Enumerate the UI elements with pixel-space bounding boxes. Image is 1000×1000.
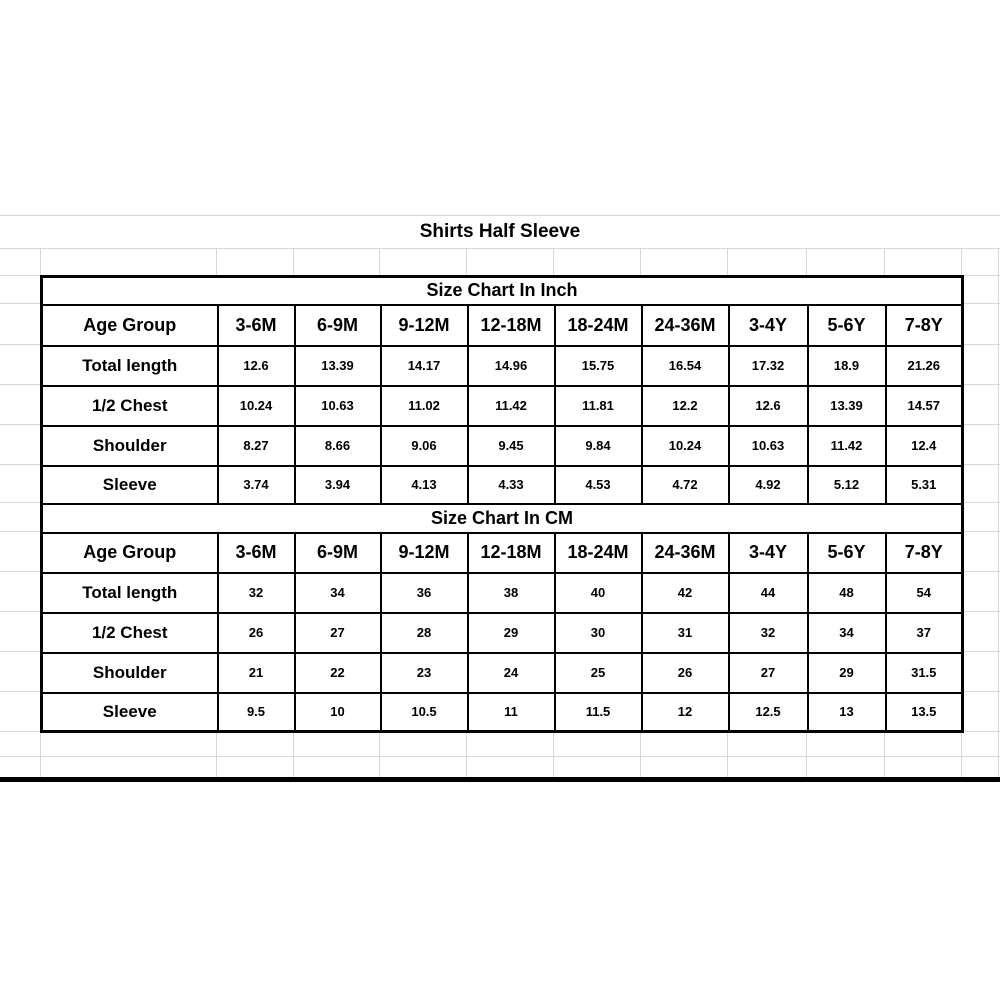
column-header-cell: 3-4Y — [729, 305, 808, 346]
value-cell: 28 — [381, 613, 468, 653]
bottom-divider — [0, 777, 1000, 782]
column-header-cell: 18-24M — [555, 305, 642, 346]
column-header-age-group: Age Group — [42, 305, 218, 346]
value-cell: 14.17 — [381, 346, 468, 386]
value-cell: 54 — [886, 573, 963, 613]
section-title-cell: Size Chart In CM — [42, 504, 963, 533]
value-cell: 9.45 — [468, 426, 555, 466]
value-cell: 26 — [642, 653, 729, 693]
value-cell: 42 — [642, 573, 729, 613]
column-header-cell: 6-9M — [295, 533, 381, 573]
size-chart-table — [40, 275, 964, 733]
value-cell: 11.42 — [808, 426, 886, 466]
column-header-cell: 9-12M — [381, 305, 468, 346]
value-cell: 48 — [808, 573, 886, 613]
page-title: Shirts Half Sleeve — [419, 220, 581, 242]
column-header-cell: 7-8Y — [886, 305, 963, 346]
row-label-cell: Shoulder — [42, 653, 218, 693]
value-cell: 11.5 — [555, 693, 642, 732]
column-header-cell: 12-18M — [468, 305, 555, 346]
value-cell: 18.9 — [808, 346, 886, 386]
value-cell: 30 — [555, 613, 642, 653]
column-header-cell: 3-6M — [218, 533, 295, 573]
value-cell: 14.57 — [886, 386, 963, 426]
column-header-cell: 24-36M — [642, 305, 729, 346]
value-cell: 10.63 — [295, 386, 381, 426]
value-cell: 44 — [729, 573, 808, 613]
gridline-horizontal — [0, 756, 1000, 757]
value-cell: 12.6 — [218, 346, 295, 386]
value-cell: 8.27 — [218, 426, 295, 466]
value-cell: 4.72 — [642, 466, 729, 504]
column-header-cell: 7-8Y — [886, 533, 963, 573]
value-cell: 4.33 — [468, 466, 555, 504]
column-header-cell: 3-4Y — [729, 533, 808, 573]
value-cell: 14.96 — [468, 346, 555, 386]
gridline-vertical — [998, 248, 999, 778]
value-cell: 10 — [295, 693, 381, 732]
value-cell: 29 — [468, 613, 555, 653]
value-cell: 10.24 — [642, 426, 729, 466]
row-label-cell: Total length — [42, 346, 218, 386]
column-header-cell: 6-9M — [295, 305, 381, 346]
column-header-age-group: Age Group — [42, 533, 218, 573]
value-cell: 21 — [218, 653, 295, 693]
value-cell: 10.24 — [218, 386, 295, 426]
value-cell: 12.5 — [729, 693, 808, 732]
gridline-horizontal — [0, 248, 1000, 249]
value-cell: 12.4 — [886, 426, 963, 466]
value-cell: 3.74 — [218, 466, 295, 504]
value-cell: 22 — [295, 653, 381, 693]
value-cell: 13.39 — [808, 386, 886, 426]
value-cell: 16.54 — [642, 346, 729, 386]
value-cell: 15.75 — [555, 346, 642, 386]
row-label-cell: Sleeve — [42, 693, 218, 732]
value-cell: 4.53 — [555, 466, 642, 504]
column-header-cell: 24-36M — [642, 533, 729, 573]
row-label-cell: Total length — [42, 573, 218, 613]
value-cell: 13 — [808, 693, 886, 732]
value-cell: 27 — [729, 653, 808, 693]
row-label-cell: 1/2 Chest — [42, 613, 218, 653]
value-cell: 11.02 — [381, 386, 468, 426]
value-cell: 10.63 — [729, 426, 808, 466]
value-cell: 13.39 — [295, 346, 381, 386]
value-cell: 13.5 — [886, 693, 963, 732]
value-cell: 34 — [295, 573, 381, 613]
value-cell: 8.66 — [295, 426, 381, 466]
column-header-cell: 3-6M — [218, 305, 295, 346]
value-cell: 12.2 — [642, 386, 729, 426]
value-cell: 31 — [642, 613, 729, 653]
value-cell: 24 — [468, 653, 555, 693]
value-cell: 11.42 — [468, 386, 555, 426]
value-cell: 27 — [295, 613, 381, 653]
value-cell: 38 — [468, 573, 555, 613]
value-cell: 29 — [808, 653, 886, 693]
value-cell: 10.5 — [381, 693, 468, 732]
column-header-cell: 9-12M — [381, 533, 468, 573]
value-cell: 3.94 — [295, 466, 381, 504]
row-label-cell: Shoulder — [42, 426, 218, 466]
value-cell: 4.92 — [729, 466, 808, 504]
value-cell: 26 — [218, 613, 295, 653]
column-header-cell: 18-24M — [555, 533, 642, 573]
row-label-cell: 1/2 Chest — [42, 386, 218, 426]
value-cell: 32 — [218, 573, 295, 613]
value-cell: 31.5 — [886, 653, 963, 693]
value-cell: 12.6 — [729, 386, 808, 426]
value-cell: 34 — [808, 613, 886, 653]
value-cell: 23 — [381, 653, 468, 693]
value-cell: 17.32 — [729, 346, 808, 386]
section-title-cell: Size Chart In Inch — [42, 277, 963, 305]
value-cell: 40 — [555, 573, 642, 613]
value-cell: 5.31 — [886, 466, 963, 504]
value-cell: 9.84 — [555, 426, 642, 466]
value-cell: 5.12 — [808, 466, 886, 504]
value-cell: 21.26 — [886, 346, 963, 386]
column-header-cell: 5-6Y — [808, 533, 886, 573]
value-cell: 4.13 — [381, 466, 468, 504]
column-header-cell: 12-18M — [468, 533, 555, 573]
value-cell: 11 — [468, 693, 555, 732]
column-header-cell: 5-6Y — [808, 305, 886, 346]
value-cell: 25 — [555, 653, 642, 693]
value-cell: 9.06 — [381, 426, 468, 466]
value-cell: 32 — [729, 613, 808, 653]
value-cell: 9.5 — [218, 693, 295, 732]
value-cell: 12 — [642, 693, 729, 732]
value-cell: 37 — [886, 613, 963, 653]
row-label-cell: Sleeve — [42, 466, 218, 504]
value-cell: 36 — [381, 573, 468, 613]
value-cell: 11.81 — [555, 386, 642, 426]
